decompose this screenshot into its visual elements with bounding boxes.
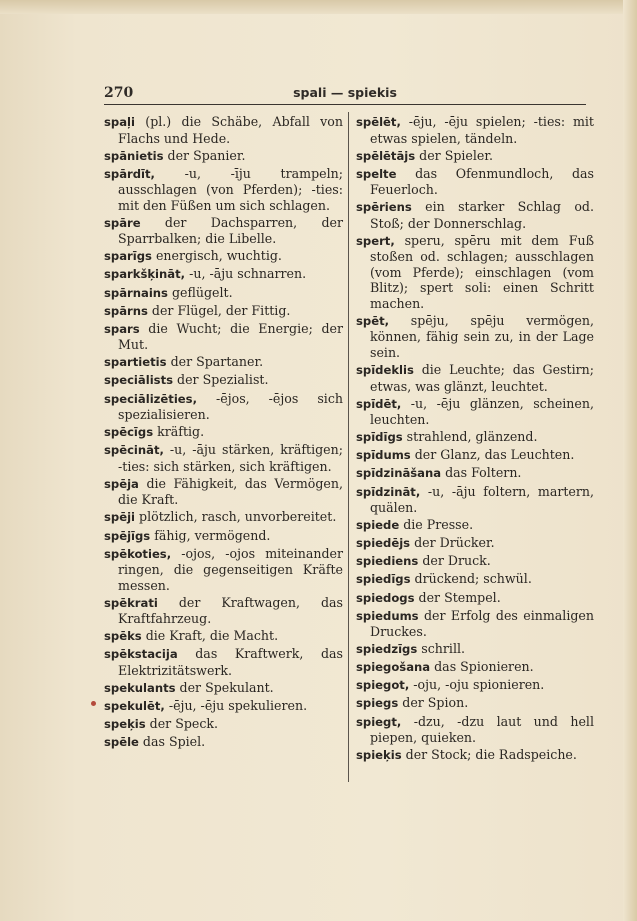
dictionary-entry (104, 303, 343, 320)
entry-headword: spiegt, (356, 714, 402, 729)
entry-definition: -ēju, -ēju spekulieren. (168, 698, 308, 714)
entry-definition: der Erfolg des einmaligen Druckes. (370, 607, 594, 640)
entry-headword: spīdzināt, (356, 484, 421, 499)
dictionary-entry (104, 734, 343, 751)
entry-headword: spiegs (356, 696, 399, 711)
entry-definition: der Spekulant. (179, 679, 274, 695)
entry-headword: spīdīgs (356, 430, 403, 445)
entry-definition: der Dachsparren, der Sparrbalken; die Libelle. (118, 214, 343, 247)
dictionary-entry (104, 354, 343, 371)
dictionary-entry (356, 659, 594, 676)
entry-definition: plötzlich, rasch, unvorbereitet. (139, 509, 337, 525)
entry-headword: spēle (104, 735, 139, 750)
entry-definition: die Leuchte; das Gestirn; etwas, was glänzt, leuchtet. (370, 362, 594, 394)
dictionary-entry (104, 528, 343, 545)
entry-headword: spiedējs (356, 536, 411, 551)
entry-headword: spelte (356, 166, 397, 181)
entry-definition: der Spion. (402, 695, 469, 711)
entry-headword: spiegošana (356, 660, 431, 675)
dictionary-entry (104, 424, 343, 441)
entry-definition: -u, -āju stärken, kräftigen; -ties: sich stärken, sich kräftigen. (118, 442, 343, 474)
entry-headword: spiediens (356, 554, 419, 569)
entry-headword: spēlētājs (356, 148, 416, 163)
entry-definition: das Spiel. (142, 734, 206, 750)
entry-headword: spāre (104, 215, 141, 230)
dictionary-entry (356, 148, 594, 165)
entry-definition: geflügelt. (171, 284, 233, 300)
entry-definition: -u, -āju schnarren. (189, 266, 307, 282)
dictionary-entry (356, 313, 594, 361)
entry-definition: der Glanz, das Leuchten. (414, 447, 575, 463)
entry-headword: spīdēt, (356, 396, 402, 411)
dictionary-entry (356, 590, 594, 607)
dictionary-entry (356, 517, 594, 534)
entry-definition: der Speck. (149, 716, 219, 732)
entry-headword: spiedīgs (356, 572, 411, 587)
page-number: 270 (104, 85, 134, 101)
dictionary-entry (104, 114, 343, 146)
page-right-edge (623, 0, 637, 921)
dictionary-entry (104, 391, 343, 423)
dictionary-entry (356, 714, 594, 746)
entry-headword: spēkoties, (104, 546, 172, 561)
margin-mark (91, 701, 96, 706)
entry-definition: -ējos, -ējos sich spezialisieren. (118, 390, 343, 423)
entry-definition: -u, -ēju glänzen, scheinen, leuchten. (370, 395, 594, 428)
entry-definition: spēju, spēju vermögen, können, fähig sein zu, in der Lage sein. (370, 312, 594, 360)
entry-definition: der Spanier. (167, 147, 246, 163)
dictionary-entry (104, 215, 343, 247)
entry-definition: strahlend, glänzend. (406, 429, 538, 445)
entry-definition: das Ofenmundloch, das Feuerloch. (370, 165, 594, 198)
column-divider (348, 112, 349, 782)
page-top-edge (0, 0, 637, 14)
right-column (356, 114, 594, 765)
entry-headword: spējīgs (104, 528, 151, 543)
entry-definition: der Stempel. (418, 589, 501, 605)
dictionary-entry (104, 646, 343, 678)
entry-definition: (pl.) die Schäbe, Abfall von Flachs und Hede. (118, 114, 343, 146)
entry-headword: spieķis (356, 748, 402, 763)
dictionary-entry (104, 595, 343, 627)
entry-definition: energisch, wuchtig. (155, 248, 282, 264)
entry-headword: spiegot, (356, 678, 410, 693)
dictionary-entry (356, 199, 594, 231)
entry-definition: -u, -īju trampeln; ausschlagen (von Pferden); -ties: mit den Füßen um sich schlagen. (118, 165, 343, 213)
dictionary-entry (356, 396, 594, 428)
entry-headword: spiede (356, 518, 400, 533)
dictionary-entry (356, 114, 594, 146)
left-column (104, 114, 343, 752)
entry-headword: speciālists (104, 373, 174, 388)
dictionary-entry (356, 447, 594, 464)
entry-headword: spēja (104, 476, 139, 491)
entry-definition: der Spartaner. (170, 354, 264, 370)
dictionary-entry (356, 747, 594, 764)
entry-headword: spiedzīgs (356, 642, 418, 657)
dictionary-entry (356, 233, 594, 312)
entry-headword: spēks (104, 629, 142, 644)
entry-definition: das Foltern. (445, 465, 522, 481)
entry-definition: der Flügel, der Fittig. (151, 302, 291, 318)
entry-definition: fähig, vermögend. (154, 527, 271, 543)
dictionary-entry (104, 148, 343, 165)
entry-definition: der Stock; die Radspeiche. (405, 747, 577, 763)
dictionary-entry (356, 608, 594, 640)
entry-headword: spīdeklis (356, 363, 414, 378)
entry-headword: spartietis (104, 355, 167, 370)
entry-headword: speciālizēties, (104, 391, 197, 406)
entry-headword: sparīgs (104, 249, 152, 264)
entry-definition: -oju, -oju spionieren. (413, 677, 545, 693)
dictionary-entry (104, 628, 343, 645)
entry-definition: speru, spēru mit dem Fuß stoßen od. schlagen; ausschlagen (vom Pferde); einschlagen (vom Blitz); spert soli: einen Schritt machen. (370, 232, 594, 311)
dictionary-entry (104, 321, 343, 353)
entry-definition: das Kraftwerk, das Elektrizitätswerk. (118, 646, 343, 678)
dictionary-entry (104, 442, 343, 474)
entry-headword: spēkstacija (104, 647, 178, 662)
dictionary-entry (356, 677, 594, 694)
dictionary-entry (104, 248, 343, 265)
dictionary-entry (104, 680, 343, 697)
entry-headword: spaļi (104, 115, 135, 129)
dictionary-entry (104, 546, 343, 594)
entry-headword: spiedogs (356, 590, 415, 605)
dictionary-entry (104, 372, 343, 389)
entry-headword: spekulēt, (104, 699, 165, 714)
entry-definition: -u, -āju foltern, martern, quälen. (370, 483, 594, 516)
entry-definition: die Wucht; die Energie; der Mut. (118, 320, 343, 353)
page-header (104, 82, 586, 104)
entry-definition: der Spieler. (419, 147, 493, 163)
entry-definition: -dzu, -dzu laut und hell piepen, quieken. (370, 713, 594, 746)
entry-headword: spēcināt, (104, 443, 164, 458)
entry-definition: ein starker Schlag od. Stoß; der Donnerschlag. (370, 199, 594, 231)
entry-definition: die Presse. (403, 517, 474, 533)
entry-headword: spārnains (104, 285, 168, 300)
entry-definition: die Kraft, die Macht. (145, 628, 279, 644)
entry-headword: spīdums (356, 448, 411, 463)
dictionary-entry (356, 641, 594, 658)
dictionary-entry (356, 535, 594, 552)
dictionary-entry (356, 166, 594, 198)
entry-definition: das Spionieren. (434, 659, 534, 675)
entry-headword: spārdīt, (104, 166, 155, 181)
dictionary-entry (356, 429, 594, 446)
dictionary-entry (356, 362, 594, 394)
entry-definition: -ēju, -ēju spielen; -ties: mit etwas spielen, tändeln. (370, 114, 594, 146)
entry-headword: spiedums (356, 608, 419, 623)
entry-definition: der Kraftwagen, das Kraftfahrzeug. (118, 594, 343, 627)
entry-headword: spēlēt, (356, 115, 401, 129)
entry-headword: spars (104, 321, 140, 336)
entry-headword: spēcīgs (104, 425, 154, 440)
dictionary-entry (104, 509, 343, 526)
entry-headword: spārns (104, 303, 148, 318)
entry-headword: spekulants (104, 680, 176, 695)
entry-definition: drückend; schwül. (414, 571, 532, 587)
entry-definition: die Fähigkeit, das Vermögen, die Kraft. (118, 475, 343, 508)
entry-headword: sparkšķināt, (104, 267, 186, 282)
entry-headword: spēriens (356, 200, 412, 215)
entry-definition: der Spezialist. (177, 372, 269, 388)
entry-definition: kräftig. (157, 424, 205, 440)
dictionary-entry (104, 266, 343, 283)
entry-definition: der Druck. (422, 553, 491, 569)
dictionary-entry (356, 695, 594, 712)
entry-headword: spēji (104, 510, 136, 525)
entry-definition: der Drücker. (414, 535, 495, 551)
entry-headword: spēkrati (104, 595, 158, 610)
entry-headword: spānietis (104, 148, 164, 163)
entry-definition: -ojos, -ojos miteinander ringen, die gegenseitigen Kräfte messen. (118, 545, 343, 593)
running-head: spali — spiekis (293, 85, 397, 100)
dictionary-entry (104, 285, 343, 302)
dictionary-entry (104, 166, 343, 214)
entry-headword: spīdzināšana (356, 466, 442, 481)
dictionary-entry (356, 465, 594, 482)
entry-headword: spert, (356, 233, 395, 248)
entry-headword: speķis (104, 717, 146, 732)
entry-headword: spēt, (356, 313, 390, 328)
dictionary-entry (104, 476, 343, 508)
header-rule (104, 104, 586, 105)
dictionary-entry (104, 716, 343, 733)
dictionary-entry (356, 553, 594, 570)
entry-definition: schrill. (421, 641, 466, 657)
dictionary-entry (104, 698, 343, 715)
dictionary-entry (356, 484, 594, 516)
dictionary-entry (356, 571, 594, 588)
